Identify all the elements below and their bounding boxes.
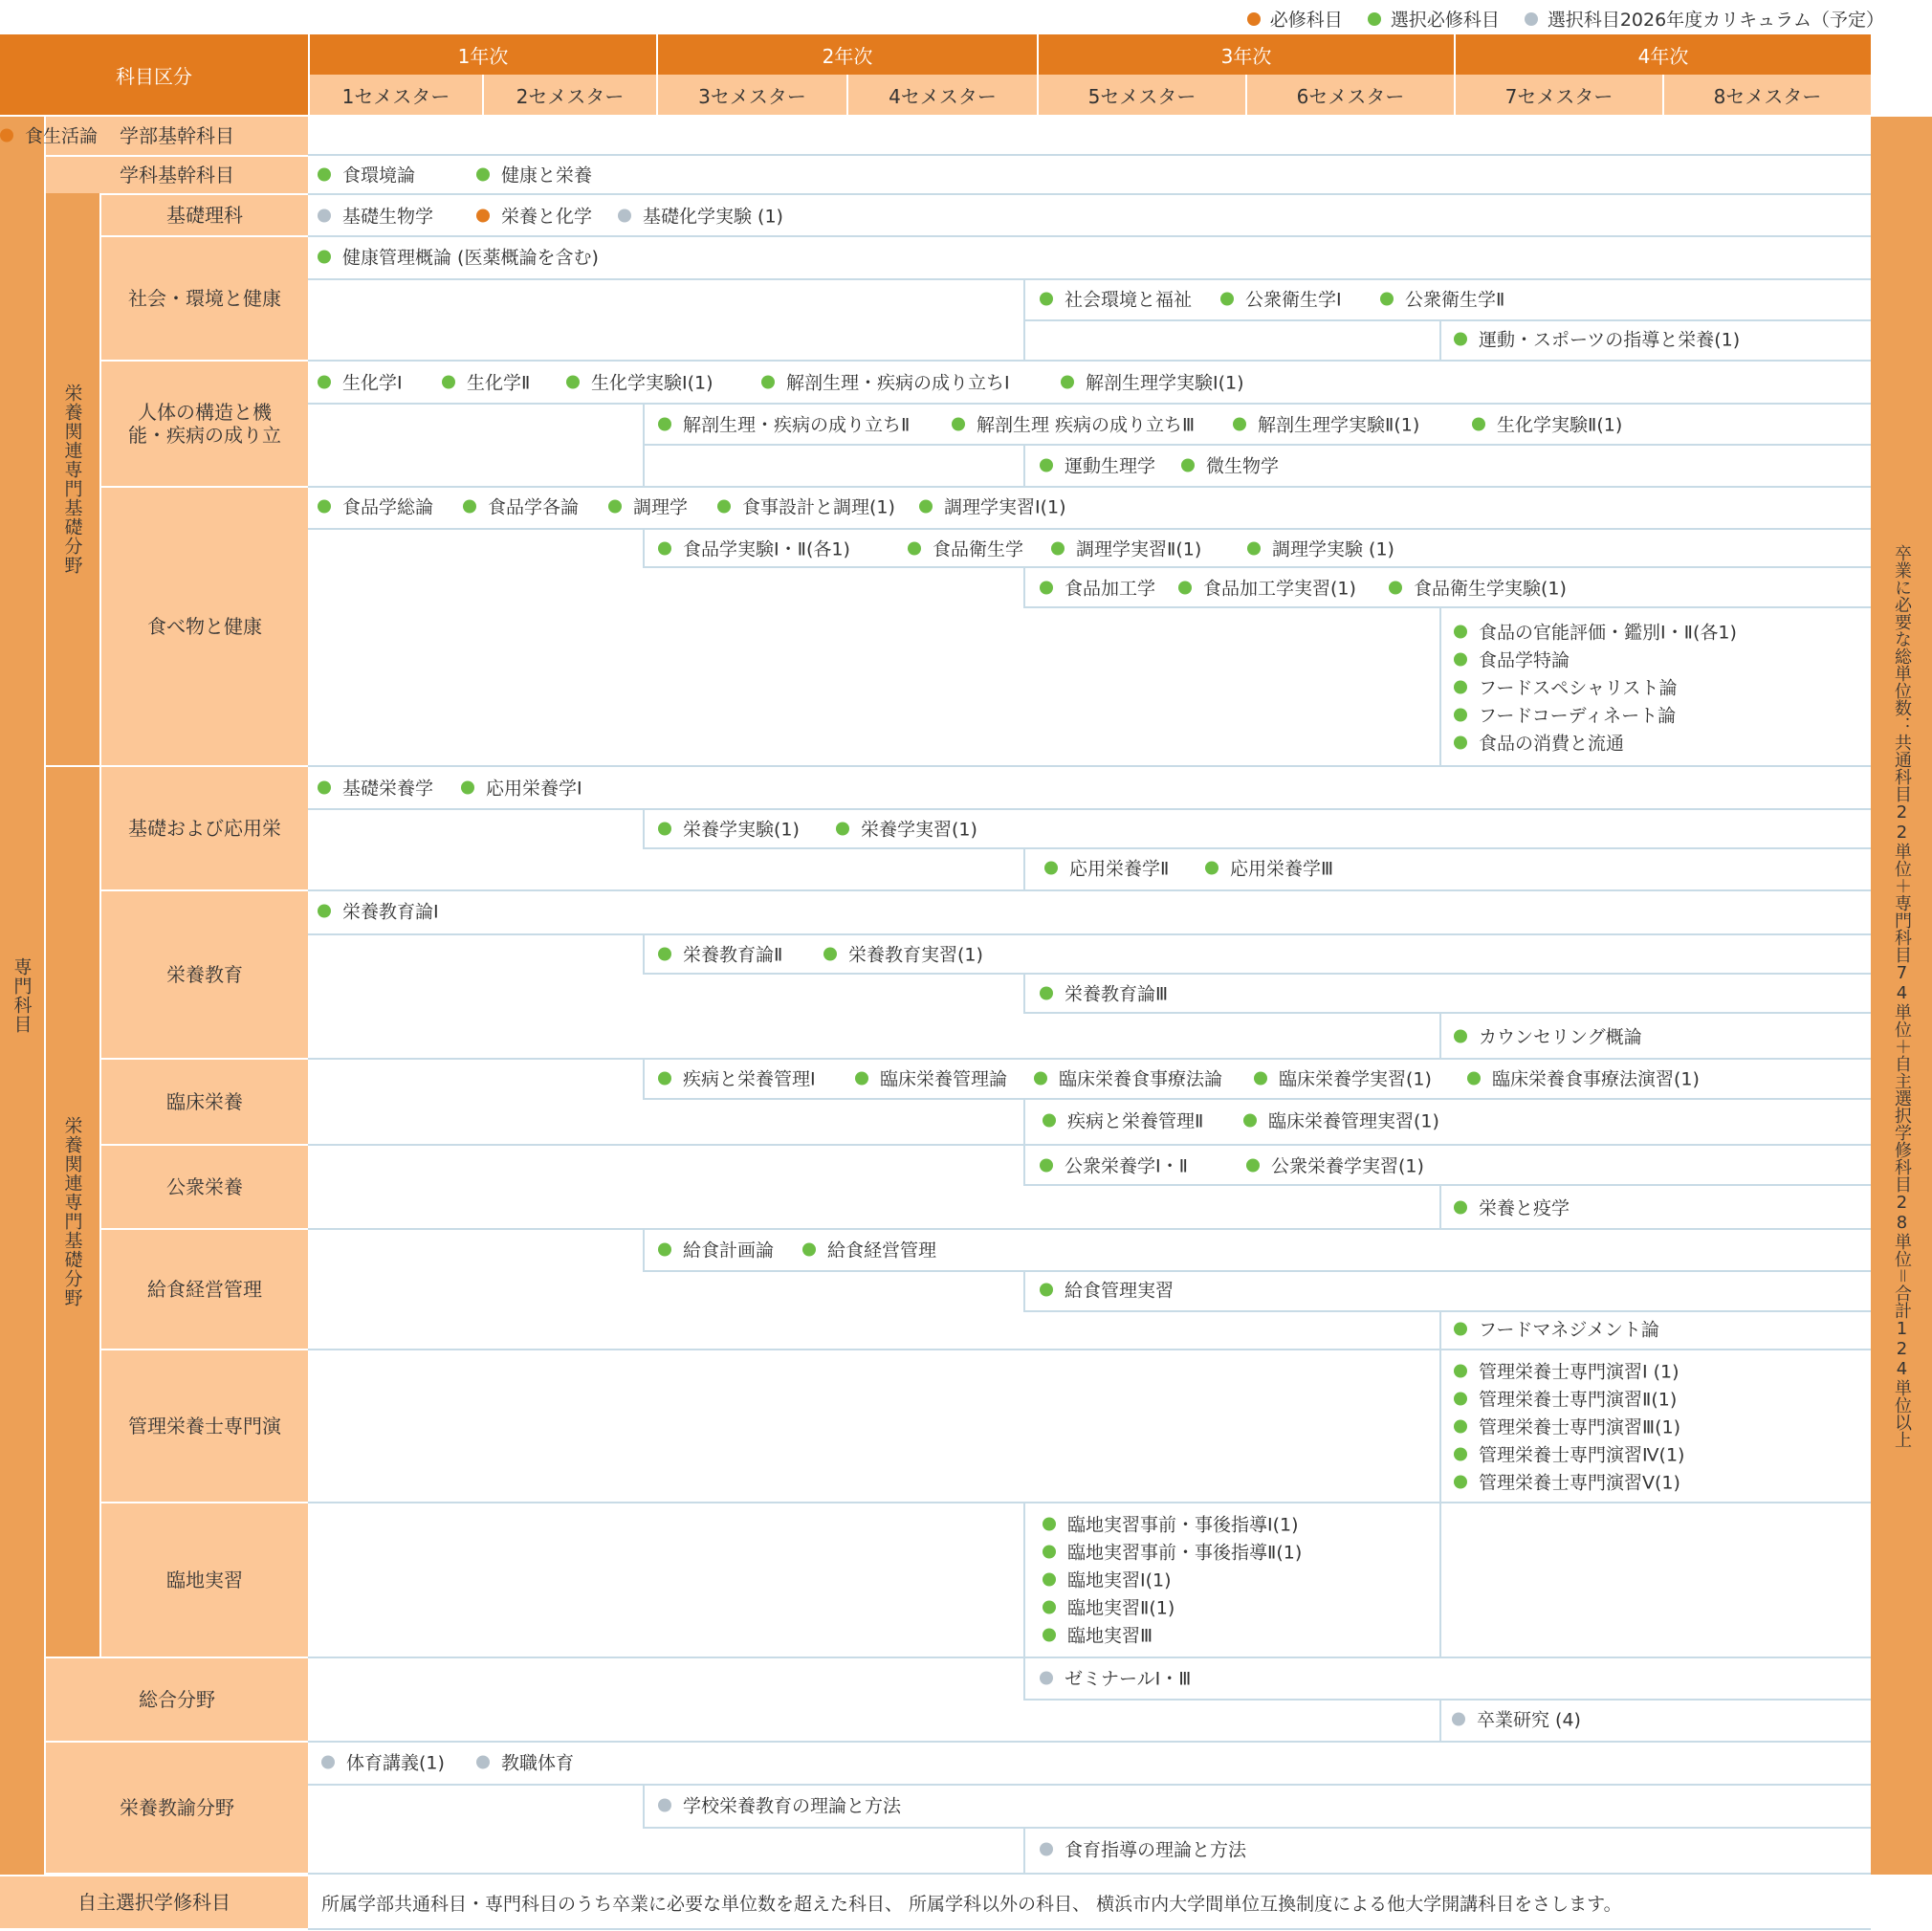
course-name: 食品学実験Ⅰ・Ⅱ(各1) bbox=[683, 538, 850, 560]
green-dot-icon bbox=[1467, 1071, 1481, 1085]
green-dot-icon bbox=[1254, 1071, 1267, 1085]
course-name: 解剖生理 疾病の成り立ちⅢ bbox=[977, 414, 1196, 436]
course-name: 栄養と疫学 bbox=[1479, 1197, 1570, 1219]
header-semester-1: 1セメスター bbox=[308, 75, 482, 115]
course-name: 臨地実習事前・事後指導Ⅱ(1) bbox=[1067, 1542, 1303, 1564]
course-name: 健康と栄養 bbox=[501, 165, 593, 187]
course-item bbox=[1205, 855, 1333, 881]
course-item bbox=[321, 1749, 445, 1775]
course-item bbox=[318, 494, 433, 519]
green-dot-icon bbox=[1454, 1029, 1467, 1042]
course-item bbox=[318, 369, 403, 395]
course-item bbox=[318, 162, 415, 187]
legend-elective: 選択科目2026年度カリキュラム（予定） bbox=[1525, 6, 1884, 32]
header-semester-5: 5セメスター bbox=[1037, 75, 1245, 115]
course-item bbox=[1040, 1152, 1188, 1178]
course-name: 食品学各論 bbox=[488, 496, 580, 518]
course-name: 卒業研究 (4) bbox=[1477, 1709, 1581, 1731]
legend-required: 必修科目 bbox=[1247, 6, 1343, 32]
green-dot-icon bbox=[318, 167, 331, 181]
green-dot-icon bbox=[1040, 581, 1053, 594]
green-dot-icon bbox=[658, 1242, 671, 1256]
category-kiso: 基礎理科 bbox=[101, 195, 308, 235]
course-name: 管理栄養士専門演習Ⅱ(1) bbox=[1479, 1389, 1678, 1411]
course-item bbox=[1043, 1567, 1172, 1592]
course-item bbox=[1454, 619, 1737, 645]
green-dot-icon bbox=[658, 822, 671, 835]
gray-dot-icon bbox=[1040, 1671, 1053, 1684]
course-item bbox=[1454, 326, 1740, 352]
course-item bbox=[1044, 855, 1169, 881]
course-item bbox=[1454, 1469, 1680, 1495]
green-dot-icon bbox=[318, 499, 331, 513]
course-name: 疾病と栄養管理Ⅱ bbox=[1067, 1110, 1204, 1132]
category-shakai: 社会・環境と健康 bbox=[101, 237, 308, 360]
course-item bbox=[1051, 536, 1201, 561]
course-item bbox=[1389, 575, 1567, 601]
course-name: ゼミナールⅠ・Ⅲ bbox=[1065, 1668, 1192, 1690]
course-name: 調理学 bbox=[633, 496, 689, 518]
course-item bbox=[1454, 1414, 1680, 1439]
course-name: フードマネジメント論 bbox=[1479, 1319, 1659, 1341]
green-dot-icon bbox=[1043, 1545, 1056, 1558]
header-semester-7: 7セメスター bbox=[1454, 75, 1662, 115]
course-name: 応用栄養学Ⅱ bbox=[1069, 858, 1170, 880]
green-dot-icon bbox=[318, 780, 331, 794]
green-dot-icon bbox=[1454, 680, 1467, 693]
course-item bbox=[1233, 411, 1419, 437]
course-name: 臨床栄養管理実習(1) bbox=[1268, 1110, 1439, 1132]
course-item bbox=[463, 494, 579, 519]
total-units-band: 卒業に必要な総単位数：共通科目22単位＋専門科目74単位＋自主選択学修科目28単位＝合計124単位以上 bbox=[1871, 117, 1932, 1875]
green-dot-icon bbox=[1040, 292, 1053, 305]
course-item bbox=[952, 411, 1195, 437]
green-dot-icon bbox=[318, 250, 331, 263]
green-dot-icon bbox=[442, 375, 455, 388]
course-name: 食生活論 bbox=[25, 125, 99, 147]
course-item bbox=[823, 941, 983, 967]
green-dot-icon bbox=[658, 417, 671, 430]
course-item bbox=[1454, 730, 1624, 756]
course-item bbox=[658, 1237, 774, 1262]
course-name: 食品の消費と流通 bbox=[1479, 733, 1625, 755]
course-name: 応用栄養学Ⅲ bbox=[1230, 858, 1334, 880]
green-dot-icon bbox=[1220, 292, 1234, 305]
course-name: 栄養と化学 bbox=[501, 206, 593, 228]
course-name: 栄養教育論Ⅰ bbox=[342, 901, 439, 923]
course-item bbox=[318, 775, 433, 801]
green-dot-icon bbox=[1043, 1572, 1056, 1586]
green-dot-icon bbox=[1034, 1071, 1047, 1085]
course-name: 臨床栄養管理論 bbox=[880, 1068, 1008, 1090]
course-name: 栄養学実習(1) bbox=[861, 819, 977, 841]
green-dot-icon bbox=[1040, 1158, 1053, 1172]
course-item bbox=[1040, 1277, 1174, 1303]
course-name: 生化学Ⅱ bbox=[467, 372, 531, 394]
header-year-1: 1年次 bbox=[308, 34, 656, 75]
course-name: 食品の官能評価・鑑別Ⅰ・Ⅱ(各1) bbox=[1479, 622, 1737, 644]
green-dot-icon bbox=[1454, 1419, 1467, 1433]
header-semester-2: 2セメスター bbox=[482, 75, 656, 115]
category-kyouiku: 栄養教育 bbox=[101, 891, 308, 1058]
course-item bbox=[1043, 1594, 1175, 1620]
legend bbox=[1222, 6, 1884, 32]
green-dot-icon bbox=[1181, 458, 1195, 472]
course-name: 解剖生理学実験Ⅰ(1) bbox=[1086, 372, 1244, 394]
course-item bbox=[761, 369, 1010, 395]
course-name: 管理栄養士専門演習Ⅲ(1) bbox=[1479, 1416, 1681, 1438]
course-item bbox=[1454, 1441, 1684, 1467]
course-item bbox=[1040, 1836, 1246, 1862]
category-kanri: 管理栄養士専門演 bbox=[101, 1350, 308, 1502]
course-name: 運動生理学 bbox=[1065, 455, 1156, 477]
course-item bbox=[802, 1237, 936, 1262]
category-kyushoku: 給食経営管理 bbox=[101, 1230, 308, 1349]
course-name: 解剖生理・疾病の成り立ちⅠ bbox=[786, 372, 1010, 394]
course-item bbox=[1454, 702, 1676, 728]
green-dot-icon bbox=[1454, 735, 1467, 749]
course-name: 解剖生理・疾病の成り立ちⅡ bbox=[683, 414, 911, 436]
course-name: 臨床栄養学実習(1) bbox=[1279, 1068, 1432, 1090]
green-dot-icon bbox=[1051, 541, 1065, 555]
green-dot-icon bbox=[1368, 12, 1381, 26]
green-dot-icon bbox=[1380, 292, 1394, 305]
header-semester-8: 8セメスター bbox=[1662, 75, 1871, 115]
course-name: 食品加工学 bbox=[1065, 578, 1156, 600]
course-name: 臨床栄養食事療法論 bbox=[1059, 1068, 1223, 1090]
green-dot-icon bbox=[1043, 1600, 1056, 1613]
header-semester-3: 3セメスター bbox=[656, 75, 846, 115]
course-item bbox=[836, 816, 977, 842]
category-rinsho: 臨床栄養 bbox=[101, 1060, 308, 1144]
course-name: フードスペシャリスト論 bbox=[1479, 677, 1678, 699]
course-item bbox=[476, 203, 592, 229]
orange-dot-icon bbox=[1247, 12, 1261, 26]
header-semester-4: 4セメスター bbox=[846, 75, 1037, 115]
course-name: 食品衛生学 bbox=[933, 538, 1024, 560]
course-name: 疾病と栄養管理Ⅰ bbox=[683, 1068, 816, 1090]
green-dot-icon bbox=[836, 822, 849, 835]
course-name: 基礎生物学 bbox=[342, 206, 434, 228]
course-item bbox=[717, 494, 895, 519]
green-dot-icon bbox=[1454, 708, 1467, 721]
course-name: 食育指導の理論と方法 bbox=[1065, 1839, 1247, 1861]
course-item bbox=[1178, 575, 1356, 601]
course-item bbox=[476, 1749, 574, 1775]
course-item bbox=[1034, 1065, 1222, 1091]
green-dot-icon bbox=[463, 499, 476, 513]
green-dot-icon bbox=[1472, 417, 1485, 430]
green-dot-icon bbox=[1044, 861, 1058, 874]
gray-dot-icon bbox=[321, 1755, 335, 1768]
green-dot-icon bbox=[658, 541, 671, 555]
course-name: 管理栄養士専門演習Ⅳ(1) bbox=[1479, 1444, 1685, 1466]
course-item bbox=[1040, 1665, 1191, 1691]
course-name: 公衆衛生学Ⅰ bbox=[1245, 289, 1342, 311]
course-item bbox=[1220, 286, 1342, 312]
course-name: 給食経営管理 bbox=[827, 1240, 937, 1262]
green-dot-icon bbox=[1061, 375, 1074, 388]
course-item bbox=[1061, 369, 1244, 395]
green-dot-icon bbox=[802, 1242, 816, 1256]
course-item bbox=[1043, 1108, 1203, 1133]
course-name: 臨床栄養食事療法演習(1) bbox=[1492, 1068, 1700, 1090]
senmon-band: 専門科目 bbox=[0, 117, 44, 1875]
course-name: 臨地実習Ⅲ bbox=[1067, 1625, 1153, 1647]
green-dot-icon bbox=[608, 499, 622, 513]
green-dot-icon bbox=[318, 375, 331, 388]
green-dot-icon bbox=[1040, 458, 1053, 472]
category-jintai: 人体の構造と機能・疾病の成り立 bbox=[101, 362, 308, 486]
course-item bbox=[1380, 286, 1504, 312]
header-year-3: 3年次 bbox=[1037, 34, 1454, 75]
course-name: 調理学実習Ⅱ(1) bbox=[1076, 538, 1202, 560]
green-dot-icon bbox=[761, 375, 775, 388]
gray-dot-icon bbox=[658, 1798, 671, 1811]
course-name: 生化学実験Ⅱ(1) bbox=[1497, 414, 1623, 436]
course-item bbox=[1040, 980, 1168, 1006]
legend-selective: 選択必修科目 bbox=[1368, 6, 1500, 32]
green-dot-icon bbox=[1454, 652, 1467, 666]
green-dot-icon bbox=[658, 947, 671, 960]
gray-dot-icon bbox=[618, 208, 631, 222]
course-item bbox=[658, 411, 910, 437]
course-item bbox=[1454, 647, 1570, 672]
course-item bbox=[1181, 452, 1279, 478]
course-item bbox=[1040, 575, 1155, 601]
course-name: 公衆栄養学実習(1) bbox=[1271, 1155, 1424, 1177]
green-dot-icon bbox=[823, 947, 837, 960]
green-dot-icon bbox=[658, 1071, 671, 1085]
course-name: 食品加工学実習(1) bbox=[1203, 578, 1356, 600]
course-name: フードコーディネート論 bbox=[1479, 705, 1677, 727]
course-item bbox=[919, 494, 1066, 519]
course-name: 臨地実習Ⅱ(1) bbox=[1067, 1597, 1175, 1619]
green-dot-icon bbox=[566, 375, 580, 388]
course-item bbox=[1040, 452, 1155, 478]
course-name: 健康管理概論 (医薬概論を含む) bbox=[342, 247, 599, 269]
course-name: 食品学特論 bbox=[1479, 649, 1570, 671]
course-name: 生化学Ⅰ bbox=[342, 372, 403, 394]
field-band-b: 栄養関連専門基礎分野 bbox=[44, 765, 99, 1657]
green-dot-icon bbox=[1233, 417, 1246, 430]
course-name: 社会環境と福祉 bbox=[1065, 289, 1193, 311]
green-dot-icon bbox=[1040, 986, 1053, 999]
course-name: 給食計画論 bbox=[683, 1240, 775, 1262]
course-item bbox=[1247, 536, 1394, 561]
course-name: 給食管理実習 bbox=[1065, 1280, 1175, 1302]
course-name: 栄養教育論Ⅱ bbox=[683, 944, 783, 966]
header-year-2: 2年次 bbox=[656, 34, 1037, 75]
course-item bbox=[1040, 286, 1192, 312]
course-item bbox=[908, 536, 1023, 561]
course-name: 運動・スポーツの指導と栄養(1) bbox=[1479, 329, 1741, 351]
field-band-a: 栄養関連専門基礎分野 bbox=[44, 193, 99, 765]
category-gakubu: 学部基幹科目 bbox=[46, 117, 308, 155]
green-dot-icon bbox=[1454, 1200, 1467, 1214]
course-name: 公衆栄養学Ⅰ・Ⅱ bbox=[1065, 1155, 1188, 1177]
green-dot-icon bbox=[1454, 1475, 1467, 1488]
course-item bbox=[658, 536, 850, 561]
course-name: 食品学総論 bbox=[342, 496, 434, 518]
course-name: 食事設計と調理(1) bbox=[742, 496, 895, 518]
green-dot-icon bbox=[1389, 581, 1402, 594]
header-year-4: 4年次 bbox=[1454, 34, 1871, 75]
green-dot-icon bbox=[1040, 1283, 1053, 1296]
category-kisoouyou: 基礎および応用栄 bbox=[101, 767, 308, 889]
green-dot-icon bbox=[1043, 1517, 1056, 1530]
course-name: 基礎化学実験 (1) bbox=[643, 206, 783, 228]
category-jishu: 自主選択学修科目 bbox=[0, 1876, 308, 1928]
green-dot-icon bbox=[1454, 332, 1467, 345]
course-name: 管理栄養士専門演習Ⅰ (1) bbox=[1479, 1361, 1680, 1383]
course-item bbox=[1454, 1358, 1680, 1384]
course-name: 調理学実習Ⅰ(1) bbox=[944, 496, 1066, 518]
course-item bbox=[1043, 1622, 1153, 1648]
green-dot-icon bbox=[1454, 1447, 1467, 1460]
header-category: 科目区分 bbox=[0, 34, 308, 115]
green-dot-icon bbox=[1178, 581, 1192, 594]
green-dot-icon bbox=[1043, 1628, 1056, 1641]
course-name: 解剖生理学実験Ⅱ(1) bbox=[1258, 414, 1420, 436]
course-item bbox=[1246, 1152, 1424, 1178]
course-name: 応用栄養学Ⅰ bbox=[486, 778, 582, 800]
course-name: カウンセリング概論 bbox=[1479, 1026, 1642, 1048]
green-dot-icon bbox=[1205, 861, 1218, 874]
course-item bbox=[1243, 1108, 1439, 1133]
category-tabemono: 食べ物と健康 bbox=[101, 488, 308, 765]
green-dot-icon bbox=[476, 167, 490, 181]
gray-dot-icon bbox=[318, 208, 331, 222]
course-name: 食環境論 bbox=[342, 165, 416, 187]
course-item bbox=[658, 1792, 901, 1818]
green-dot-icon bbox=[1246, 1158, 1260, 1172]
course-name: 管理栄養士専門演習Ⅴ(1) bbox=[1479, 1472, 1680, 1494]
course-item bbox=[1254, 1065, 1432, 1091]
category-kyoyu: 栄養教諭分野 bbox=[46, 1743, 308, 1873]
course-item bbox=[658, 1065, 816, 1091]
green-dot-icon bbox=[1243, 1113, 1257, 1127]
course-item bbox=[1043, 1511, 1299, 1537]
green-dot-icon bbox=[1247, 541, 1261, 555]
gray-dot-icon bbox=[1452, 1712, 1465, 1725]
course-name: 体育講義(1) bbox=[346, 1752, 445, 1774]
course-name: 微生物学 bbox=[1206, 455, 1280, 477]
course-item bbox=[855, 1065, 1007, 1091]
orange-dot-icon bbox=[476, 208, 490, 222]
course-item bbox=[1472, 411, 1622, 437]
course-item bbox=[318, 244, 599, 270]
category-koushu: 公衆栄養 bbox=[101, 1146, 308, 1228]
course-name: 教職体育 bbox=[501, 1752, 575, 1774]
course-item bbox=[461, 775, 582, 801]
course-name: 栄養教育論Ⅲ bbox=[1065, 983, 1169, 1005]
course-item bbox=[1043, 1539, 1302, 1565]
course-item bbox=[318, 898, 439, 924]
course-item bbox=[658, 816, 800, 842]
course-name: 基礎栄養学 bbox=[342, 778, 434, 800]
course-item bbox=[658, 941, 782, 967]
green-dot-icon bbox=[1454, 1364, 1467, 1377]
course-item bbox=[1467, 1065, 1700, 1091]
course-item bbox=[1454, 1023, 1642, 1049]
course-name: 学校栄養教育の理論と方法 bbox=[683, 1795, 902, 1817]
green-dot-icon bbox=[717, 499, 731, 513]
category-rinchi: 臨地実習 bbox=[101, 1503, 308, 1657]
course-item bbox=[476, 162, 592, 187]
gray-dot-icon bbox=[476, 1755, 490, 1768]
course-name: 調理学実験 (1) bbox=[1272, 538, 1394, 560]
course-name: 公衆衛生学Ⅱ bbox=[1405, 289, 1505, 311]
green-dot-icon bbox=[908, 541, 921, 555]
category-gakka: 学科基幹科目 bbox=[46, 157, 308, 193]
course-name: 臨地実習Ⅰ(1) bbox=[1067, 1569, 1172, 1591]
course-name: 生化学実験Ⅰ(1) bbox=[591, 372, 714, 394]
course-item bbox=[608, 494, 688, 519]
course-item bbox=[1454, 1386, 1677, 1412]
green-dot-icon bbox=[1043, 1113, 1056, 1127]
jishu-note: 所属学部共通科目・専門科目のうち卒業に必要な単位数を超えた科目、 所属学科以外の科目、 横浜市内大学間単位互換制度による他大学開講科目をさします。 bbox=[321, 1894, 1622, 1915]
course-item bbox=[618, 203, 783, 229]
course-item bbox=[318, 203, 433, 229]
green-dot-icon bbox=[1454, 1322, 1467, 1335]
course-name: 栄養学実験(1) bbox=[683, 819, 800, 841]
green-dot-icon bbox=[919, 499, 933, 513]
green-dot-icon bbox=[855, 1071, 868, 1085]
green-dot-icon bbox=[1454, 625, 1467, 638]
header-semester-6: 6セメスター bbox=[1245, 75, 1454, 115]
course-name: 栄養教育実習(1) bbox=[848, 944, 983, 966]
gray-dot-icon bbox=[1525, 12, 1538, 26]
course-item bbox=[566, 369, 714, 395]
green-dot-icon bbox=[461, 780, 474, 794]
course-item bbox=[0, 122, 98, 148]
green-dot-icon bbox=[952, 417, 965, 430]
course-item bbox=[1454, 1195, 1570, 1220]
course-item bbox=[1454, 674, 1677, 700]
category-sougou: 総合分野 bbox=[46, 1658, 308, 1741]
course-item bbox=[442, 369, 530, 395]
green-dot-icon bbox=[1454, 1392, 1467, 1405]
course-item bbox=[1454, 1316, 1659, 1342]
green-dot-icon bbox=[318, 904, 331, 917]
orange-dot-icon bbox=[0, 128, 13, 142]
course-item bbox=[1452, 1706, 1581, 1732]
course-name: 食品衛生学実験(1) bbox=[1414, 578, 1567, 600]
gray-dot-icon bbox=[1040, 1842, 1053, 1855]
course-name: 臨地実習事前・事後指導Ⅰ(1) bbox=[1067, 1514, 1299, 1536]
